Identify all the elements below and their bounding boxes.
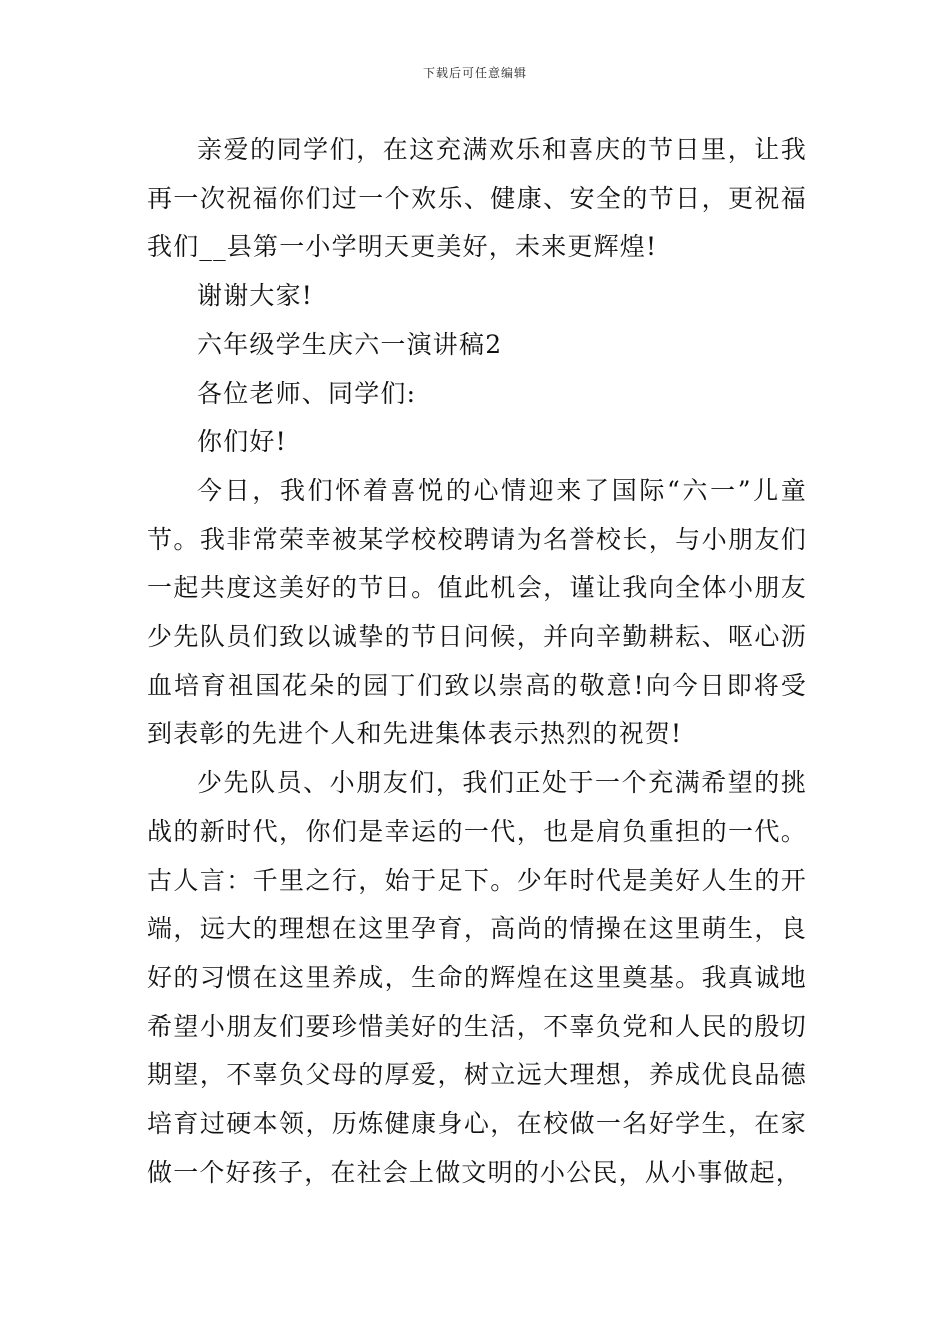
paragraph-salutation: 各位老师、同学们: xyxy=(197,378,417,408)
section-title: 六年级学生庆六一演讲稿2 xyxy=(197,329,503,359)
paragraph-opening: 今日，我们怀着喜悦的心情迎来了国际“六一”儿童节。我非常荣幸被某学校校聘请为名誉校长，与小朋友们一起共度这美好的节日。值此机会，谨让我向全体小朋友少先队员们致以诚挚的节日问候，并向辛勤耕耘、呕心沥血培育祖国花朵的园丁们致以崇高的敬意!向今日即将受到表彰的先进个人和先进集体表示热烈的祝贺! xyxy=(147,475,807,749)
paragraph-greeting: 你们好! xyxy=(197,427,287,457)
paragraph-closing-wishes: 亲爱的同学们，在这充满欢乐和喜庆的节日里，让我再一次祝福你们过一个欢乐、健康、安全的节日，更祝福我们__县第一小学明天更美好，未来更辉煌! xyxy=(147,135,807,262)
paragraph-thanks: 谢谢大家! xyxy=(197,281,314,311)
paragraph-body: 少先队员、小朋友们，我们正处于一个充满希望的挑战的新时代，你们是幸运的一代，也是肩负重担的一代。古人言：千里之行，始于足下。少年时代是美好人生的开端，远大的理想在这里孕育，高尚的情操在这里萌生，良好的习惯在这里养成，生命的辉煌在这里奠基。我真诚地希望小朋友们要珍惜美好的生活，不辜负党和人民的殷切期望，不辜负父母的厚爱，树立远大理想，养成优良品德培育过硬本领，历炼健康身心，在校做一名好学生，在家做一个好孩子，在社会上做文明的小公民，从小事做起， xyxy=(147,768,807,1187)
document-body xyxy=(147,126,807,1197)
page-header: 下载后可任意编辑 xyxy=(422,66,527,80)
